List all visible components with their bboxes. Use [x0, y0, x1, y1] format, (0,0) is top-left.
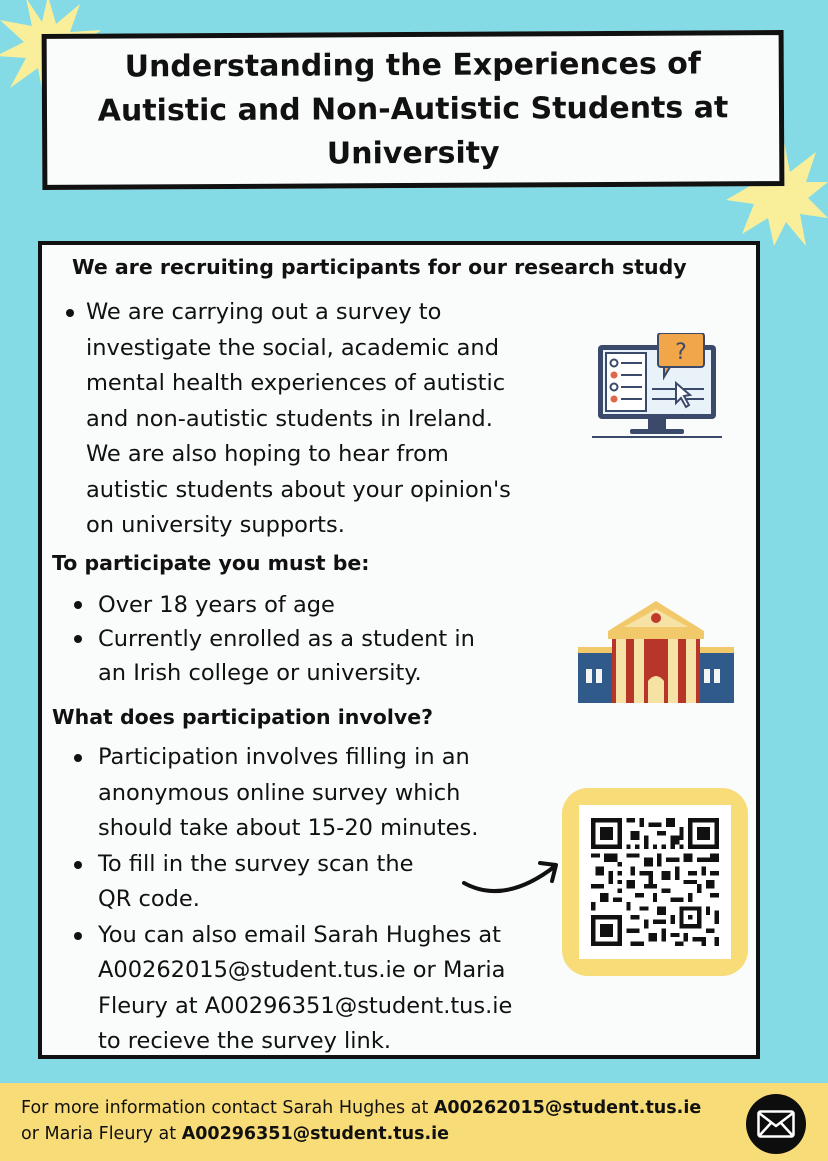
eligibility-heading: To participate you must be: [52, 551, 370, 575]
qr-code-frame [562, 788, 748, 976]
involvement-item: Participation involves filling in an anonymous online survey which should take about 15-20 minutes. [64, 740, 534, 847]
page-title: Understanding the Experiences of Autistic and Non-Autistic Students at University [97, 46, 729, 172]
recruiting-heading: We are recruiting participants for our research study [72, 255, 687, 279]
curved-arrow-icon [460, 853, 564, 903]
eligibility-list [64, 588, 494, 690]
survey-description: We are carrying out a survey to investigate the social, academic and mental health experiences of autistic and non-autistic students in Ireland. We are also hoping to hear from autistic students about your opinion's on university supports. [60, 295, 530, 544]
footer-contact [0, 1083, 828, 1161]
eligibility-item: Currently enrolled as a student in an Irish college or university. [64, 622, 494, 690]
involvement-item: You can also email Sarah Hughes at A00262015@student.tus.ie or Maria Fleury at A00296351@student.tus.ie to recieve the survey link. [64, 918, 534, 1060]
footer-text: For more information contact Sarah Hughes at [21, 1098, 434, 1118]
email-link-maria[interactable]: A00296351@student.tus.ie [181, 1124, 450, 1144]
survey-description-list [60, 295, 530, 544]
footer-line-2 [21, 1121, 449, 1147]
email-link-sarah[interactable]: A00262015@student.tus.ie [433, 1098, 702, 1118]
computer-survey-icon [592, 333, 722, 441]
involvement-item: To fill in the survey scan the QR code. [64, 847, 534, 918]
involvement-heading: What does participation involve? [52, 705, 434, 729]
eligibility-item: Over 18 years of age [64, 588, 494, 622]
footer-line-1 [21, 1095, 701, 1121]
university-building-icon [578, 599, 734, 703]
svg-text:?: ? [675, 340, 687, 365]
info-panel [38, 241, 760, 1059]
title-banner [42, 30, 785, 190]
mail-icon[interactable] [746, 1094, 806, 1154]
qr-code[interactable] [591, 818, 719, 946]
footer-text: or Maria Fleury at [21, 1124, 182, 1144]
